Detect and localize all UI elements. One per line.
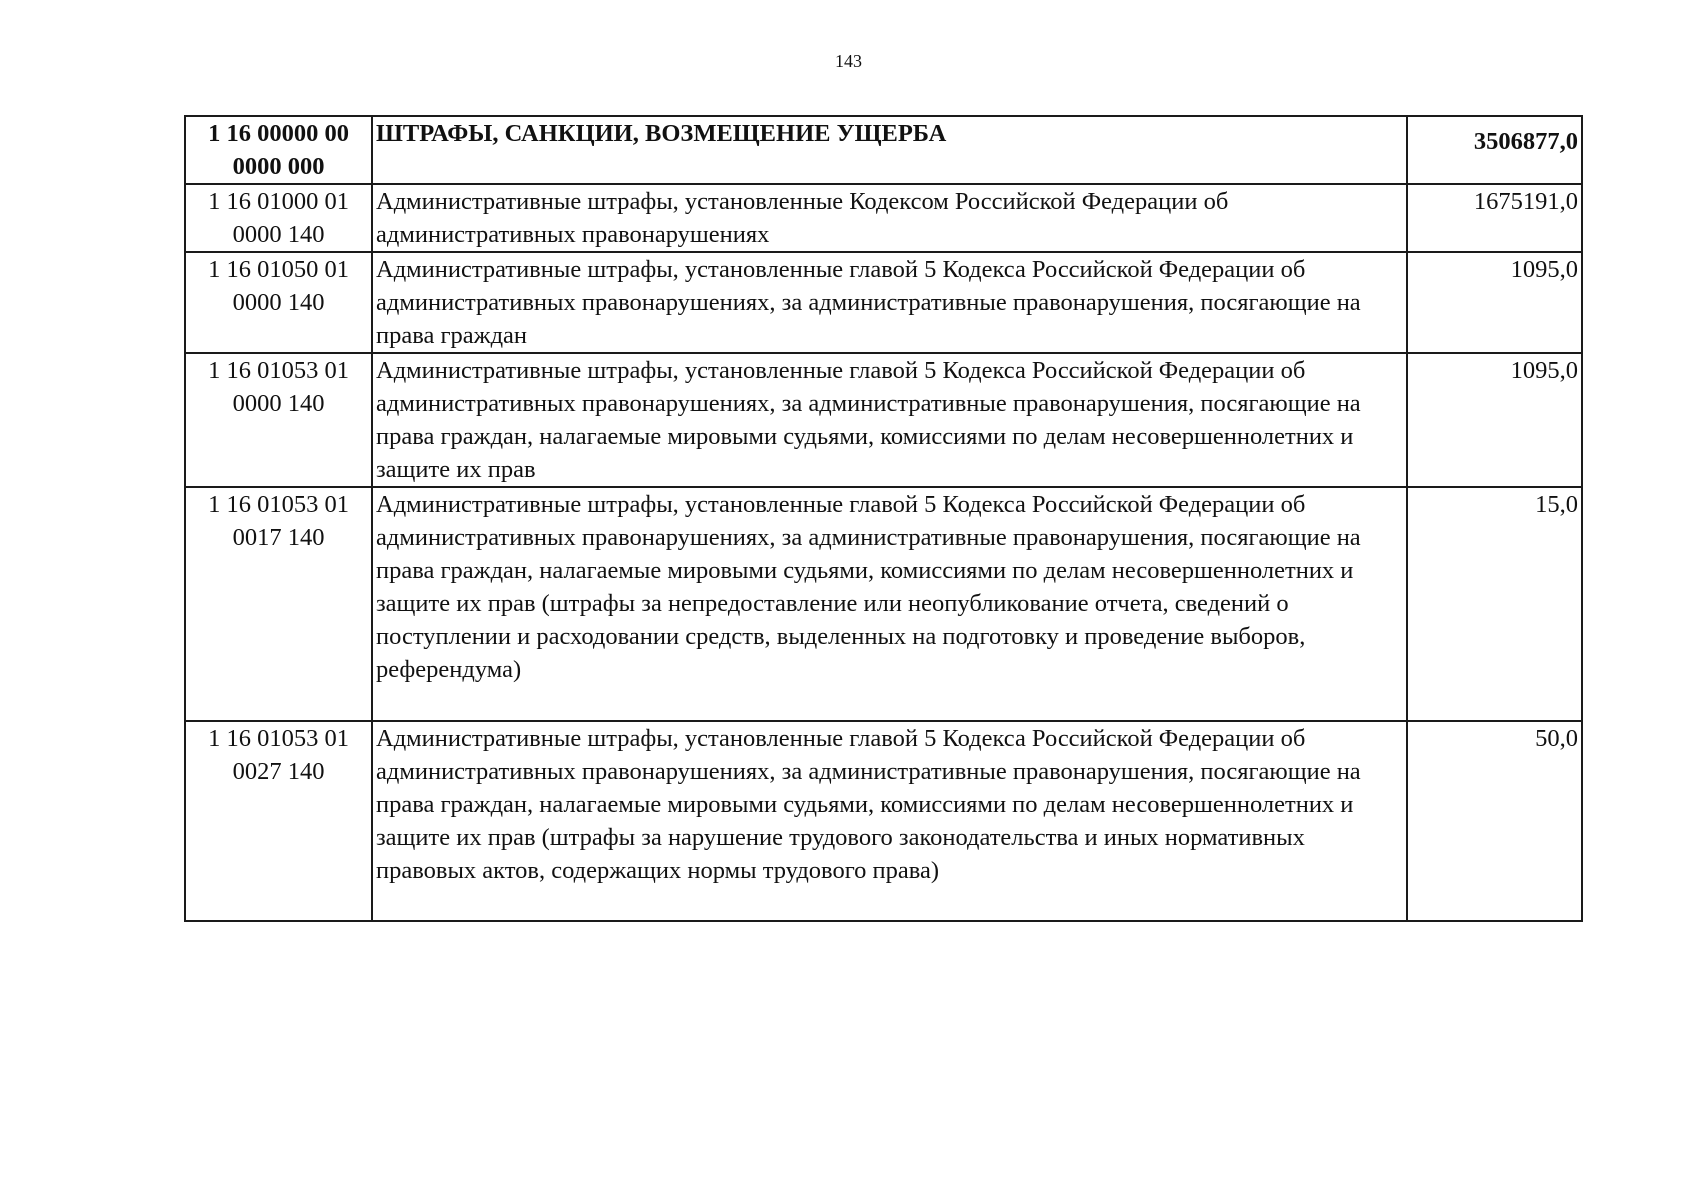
table-row xyxy=(185,721,1582,921)
amount-cell: 1095,0 xyxy=(1407,353,1582,487)
description-cell: Административные штрафы, установленные Кодексом Российской Федерации об административных правонарушениях xyxy=(372,184,1407,252)
table-row xyxy=(185,184,1582,252)
description-cell: Административные штрафы, установленные главой 5 Кодекса Российской Федерации об административных правонарушениях, за административные правонарушения, посягающие на права граждан, налагаемые мировыми судьями, комиссиями по делам несовершеннолетних и защите их прав (штрафы за непредоставление или неопубликование отчета, сведений о поступлении и расходовании средств, выделенных на подготовку и проведение выборов, референдума) xyxy=(372,487,1407,721)
page-number: 143 xyxy=(835,51,862,71)
amount-cell: 50,0 xyxy=(1407,721,1582,921)
table-row xyxy=(185,252,1582,353)
description-cell: Административные штрафы, установленные главой 5 Кодекса Российской Федерации об административных правонарушениях, за административные правонарушения, посягающие на права граждан, налагаемые мировыми судьями, комиссиями по делам несовершеннолетних и защите их прав (штрафы за нарушение трудового законодательства и иных нормативных правовых актов, содержащих нормы трудового права) xyxy=(372,721,1407,921)
description-cell: Административные штрафы, установленные главой 5 Кодекса Российской Федерации об административных правонарушениях, за административные правонарушения, посягающие на права граждан, налагаемые мировыми судьями, комиссиями по делам несовершеннолетних и защите их прав xyxy=(372,353,1407,487)
budget-code-cell: 1 16 00000 00 0000 000 xyxy=(185,116,372,184)
budget-code-cell: 1 16 01000 01 0000 140 xyxy=(185,184,372,252)
description-cell: Административные штрафы, установленные главой 5 Кодекса Российской Федерации об административных правонарушениях, за административные правонарушения, посягающие на права граждан xyxy=(372,252,1407,353)
budget-code-cell: 1 16 01050 01 0000 140 xyxy=(185,252,372,353)
table-row xyxy=(185,487,1582,721)
budget-code-cell: 1 16 01053 01 0000 140 xyxy=(185,353,372,487)
amount-cell: 1095,0 xyxy=(1407,252,1582,353)
budget-code-cell: 1 16 01053 01 0027 140 xyxy=(185,721,372,921)
amount-cell: 15,0 xyxy=(1407,487,1582,721)
description-cell: ШТРАФЫ, САНКЦИИ, ВОЗМЕЩЕНИЕ УЩЕРБА xyxy=(372,116,1407,184)
budget-revenue-table xyxy=(184,115,1583,922)
budget-code-cell: 1 16 01053 01 0017 140 xyxy=(185,487,372,721)
amount-cell: 3506877,0 xyxy=(1407,116,1582,184)
table-row xyxy=(185,353,1582,487)
amount-cell: 1675191,0 xyxy=(1407,184,1582,252)
table-row xyxy=(185,116,1582,184)
